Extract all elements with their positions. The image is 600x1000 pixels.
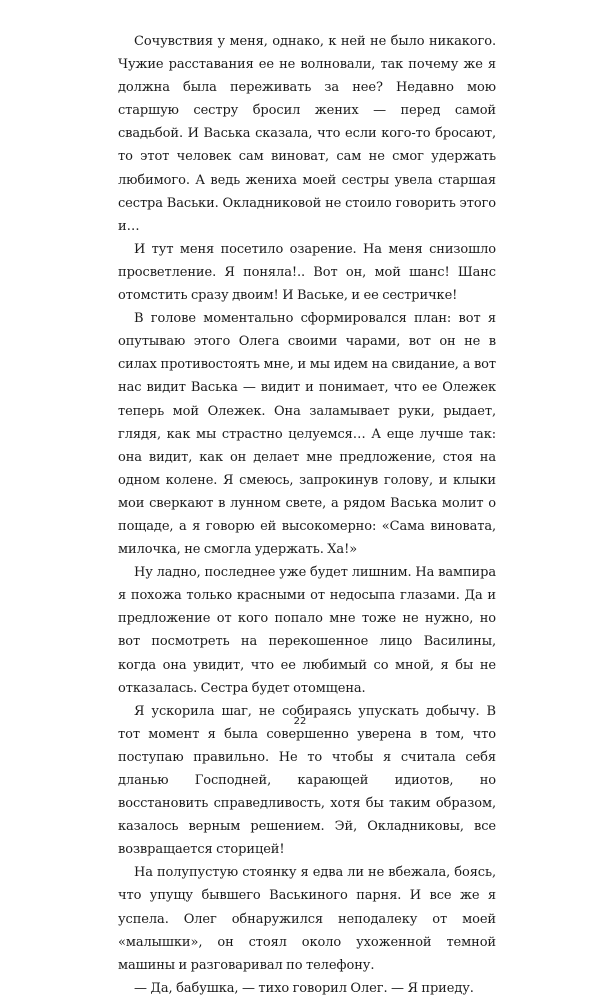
paragraph: На полупустую стоянку я едва ли не вбежала, боясь, что упущу бывшего Васькиного парня. И все же я успела. Олег обнаружился неподалеку от моей «малышки», он стоял около ухоженной темной машины и разговаривал по телефону. xyxy=(118,865,496,973)
paragraph: И тут меня посетило озарение. На меня снизошло просветление. Я поняла!.. Вот он, мой шанс! Шанс отомстить сразу двоим! И Ваське, и ее сестричке! xyxy=(118,241,496,304)
paragraph: Сочувствия у меня, однако, к ней не было никакого. Чужие расставания ее не волновали, так почему же я должна была переживать за нее? Недавно мою старшую сестру бросил жених — перед самой свадьбой. И Васька сказала, что если кого-то бросают, то этот человек сам виноват, сам не смог удержать любимого. А ведь жениха моей сестры увела старшая сестра Васьки. Окладниковой не стоило говорить этого и… xyxy=(118,34,496,234)
paragraph: Ну ладно, последнее уже будет лишним. На вампира я похожа только красными от недосыпа глазами. Да и предложение от кого попало мне тоже не нужно, но вот посмотреть на перекошенное лицо Василины, когда она увидит, что ее любимый со мной, я бы не отказалась. Сестра будет отомщена. xyxy=(118,565,496,696)
page-number: 22 xyxy=(293,716,307,727)
dialogue-line: — Да, бабушка, — тихо говорил Олег. — Я приеду. xyxy=(134,980,474,996)
body-text xyxy=(118,30,496,1000)
paragraph: Я ускорила шаг, не собираясь упускать добычу. В тот момент я была совершенно уверена в том, что поступаю правильно. Не то чтобы я считала себя дланью Господней, карающей идиотов, но восстановить справедливость, хотя бы таким образом, казалось верным решением. Эй, Окладниковы, все возвращается сторицей! xyxy=(118,703,496,858)
paragraph: В голове моментально сформировался план: вот я опутываю этого Олега своими чарами, вот он не в силах противостоять мне, и мы идем на свидание, а вот нас видит Васька — видит и понимает, что ее Олежек теперь мой Олежек. Она заламывает руки, рыдает, глядя, как мы страстно целуемся… А еще лучше так: она видит, как он делает мне предложение, стоя на одном колене. Я смеюсь, запрокинув голову, и клыки мои сверкают в лунном свете, а рядом Васька молит о пощаде, а я говорю ей высокомерно: «Сама виновата, милочка, не смогла удержать. Ха!» xyxy=(118,311,496,558)
